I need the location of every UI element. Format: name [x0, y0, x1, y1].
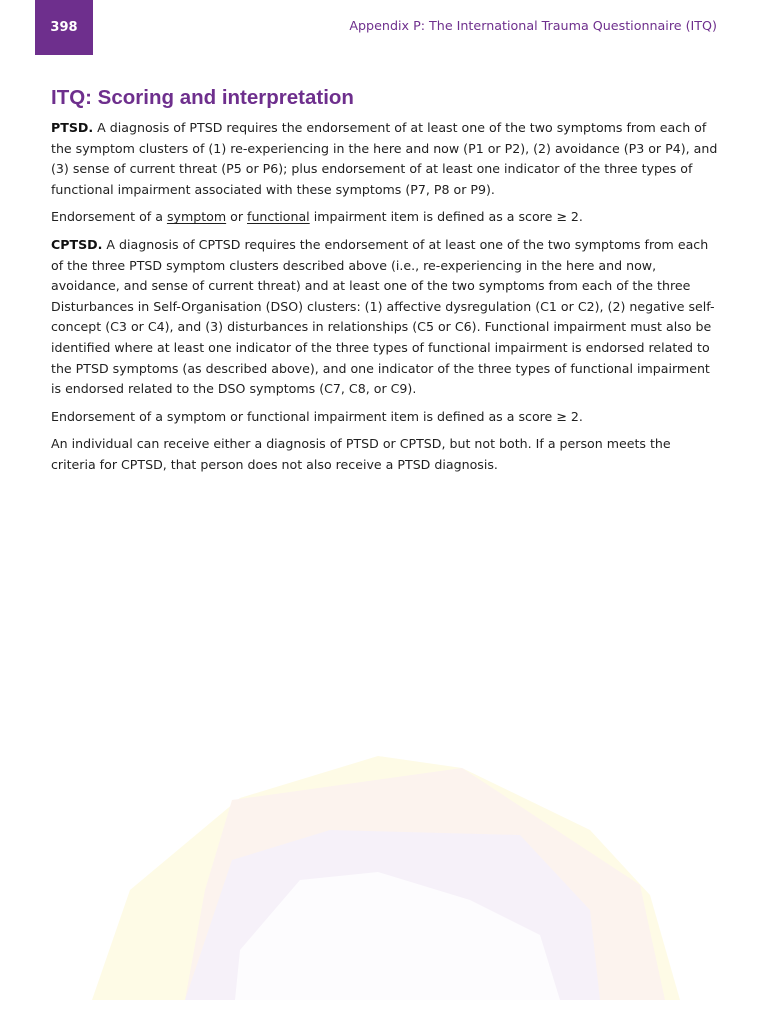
- ptsd-label: PTSD.: [51, 120, 94, 135]
- ptsd-text: A diagnosis of PTSD requires the endorsement of at least one of the two symptoms from each of the symptom clusters of (1) re-experiencing in the here and now (P1 or P2), (2) avoidance (P3 or P4), and (3) sense of current threat (P5 or P6); plus endorsement of at least one indicator of the three types of functional impairment associated with these symptoms (P7, P8 or P9).: [51, 120, 718, 197]
- ptsd-paragraph: [51, 118, 718, 200]
- section-title: ITQ: Scoring and interpretation: [51, 86, 354, 109]
- page-number-tab: [35, 0, 93, 55]
- conclusion-paragraph: An individual can receive either a diagnosis of PTSD or CPTSD, but not both. If a person meets the criteria for CPTSD, that person does not also receive a PTSD diagnosis.: [51, 436, 671, 472]
- cptsd-label: CPTSD.: [51, 236, 103, 252]
- endorsement-paragraph-repeat: Endorsement of a symptom or functional impairment item is defined as a score ≥ 2.: [51, 408, 583, 424]
- decorative-watermark: [0, 750, 768, 1000]
- endorsement-paragraph: [51, 207, 718, 228]
- endorsement-suffix: impairment item is defined as a score ≥ 2.: [309, 209, 583, 225]
- endorsement-middle: or: [226, 209, 248, 225]
- functional-term: functional: [247, 209, 310, 225]
- page-number: 398: [50, 19, 78, 35]
- cptsd-text: A diagnosis of CPTSD requires the endorsement of at least one of the two symptoms from each of the three PTSD symptom clusters described above (i.e., re-experiencing in the here and now, avoidance, and sense of current threat) and at least one of the two symptoms from each of the three Disturbances in Self-Organisation (DSO) clusters: (1) affective dysregulation (C1 or C2), (2) negative self-concept (C3 or C4), and (3) disturbances in relationships (C5 or C6). Functional impairment must also be identified where at least one indicator of the three types of functional impairment is endorsed related to the PTSD symptoms (as described above), and one indicator of the three types of functional impairment is endorsed related to the DSO symptoms (C7, C8, or C9).: [51, 236, 715, 397]
- cptsd-paragraph: [51, 235, 718, 400]
- symptom-term: symptom: [166, 209, 227, 225]
- running-header: Appendix P: The International Trauma Questionnaire (ITQ): [349, 18, 717, 33]
- main-content: [51, 86, 718, 483]
- endorsement-prefix: Endorsement of a: [51, 209, 167, 225]
